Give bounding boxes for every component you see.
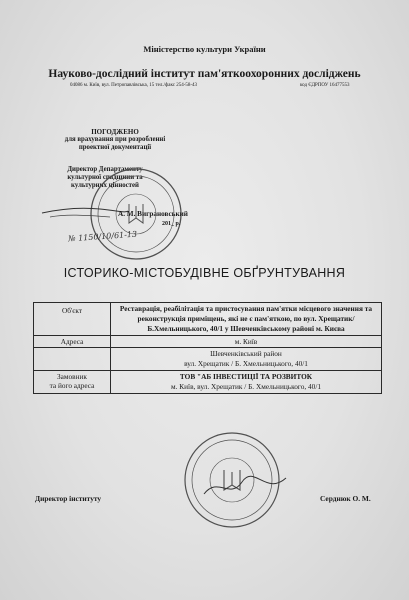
approval-line: для врахування при розробленні: [64, 136, 166, 143]
client-name: ТОВ "АБ ІНВЕСТИЦІЇ ТА РОЗВИТОК: [179, 372, 313, 381]
table-row: [34, 336, 382, 348]
director-signature: [40, 195, 130, 225]
institute-name: Науково-дослідний інститут пам'яткоохоронних досліджень: [48, 68, 361, 80]
object-label: Об'єкт: [34, 303, 111, 336]
approval-line: проектної документації: [78, 144, 152, 151]
director-line: культурних цінностей: [71, 182, 139, 189]
client-label: [34, 371, 111, 394]
registration-number: № 1150/10/61-13: [67, 229, 138, 244]
footer-director-title: Директор інституту: [35, 494, 102, 503]
director-line: культурної спадщини та: [67, 174, 143, 181]
client-label-line: та його адреса: [49, 381, 95, 390]
object-description: Реставрація, реабілітація та пристосування пам'ятки місцевого значення та реконструкція приміщень, які не є пам'яткою, по вул. Хрещатик/Б.Хмельницького, 40/1 у Шевченківському районі м. Києва: [111, 303, 382, 336]
institute-code: код ЄДРПОУ 16477553: [300, 83, 350, 88]
approval-year: 201_ р.: [162, 221, 181, 227]
approval-heading: ПОГОДЖЕНО: [91, 128, 139, 136]
client-details: [111, 371, 382, 394]
ministry-name: Міністерство культури України: [143, 44, 266, 54]
table-row: [34, 371, 382, 394]
client-label-line: Замовник: [57, 372, 87, 381]
address-label: Адреса: [34, 336, 111, 348]
client-address: м. Київ, вул. Хрещатик / Б. Хмельницького, 40/1: [171, 382, 321, 391]
address-district: Шевченківський район: [210, 349, 282, 358]
director-line: Директор Департаменту: [67, 166, 143, 173]
approval-block: [60, 128, 170, 152]
address-city: м. Київ: [111, 336, 382, 348]
address-street: вул. Хрещатик / Б. Хмельницького, 40/1: [184, 359, 308, 368]
address-details: [111, 348, 382, 371]
signatory-name: А. М. Виграновський: [118, 210, 188, 218]
institute-signature: [200, 470, 290, 504]
address-label-continuation: [34, 348, 111, 371]
table-row: [34, 348, 382, 371]
table-row: [34, 303, 382, 336]
document-title: ІСТОРИКО-МІСТОБУДІВНЕ ОБҐРУНТУВАННЯ: [63, 266, 346, 280]
info-table: [33, 302, 382, 394]
institute-address: 04086 м. Київ, вул. Петропавлівська, 15 тел./факс 254-58-43: [70, 83, 198, 88]
footer-director-name: Серднюк О. М.: [320, 494, 371, 503]
